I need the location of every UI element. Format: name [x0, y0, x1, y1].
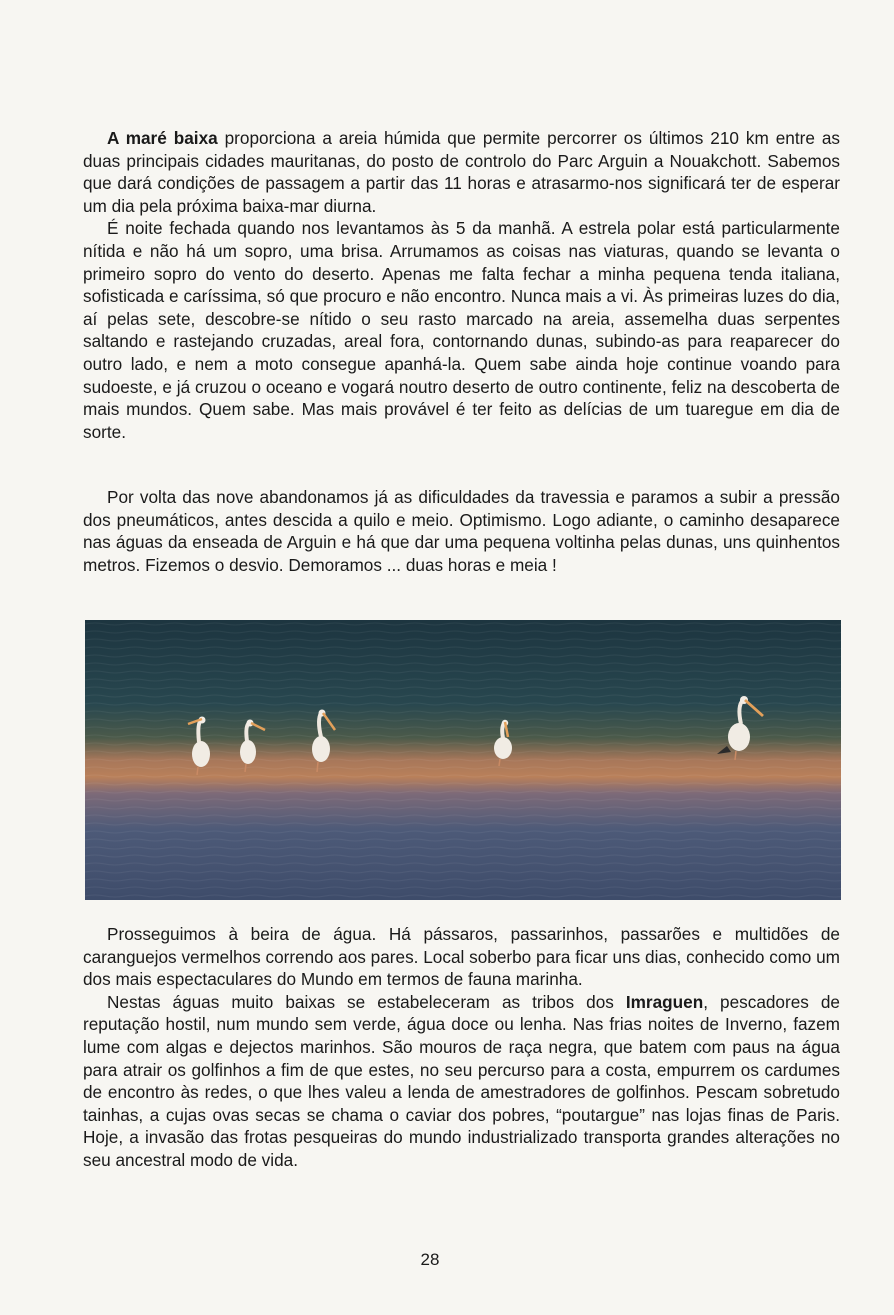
text-section-maré-baixa: [83, 127, 840, 443]
paragraph: É noite fechada quando nos levantamos às 5 da manhã. A estrela polar está particularmente nítida e não há um sopro, uma brisa. Arrumamos as coisas nas viaturas, quando se levanta o primeiro sopro do vento do deserto. Apenas me falta fechar a minha pequena tenda italiana, sofisticada e caríssima, só que procuro e não encontro. Nunca mais a vi. Às primeiras luzes do dia, aí pelas sete, descobre-se nítido o seu rasto marcado na areia, assemelha duas serpentes saltando e rastejando cruzadas, areal fora, contornando dunas, subindo-as para reaparecer do outro lado, e nem a moto consegue apanhá-la. Quem sabe ainda hoje continue voando para sudoeste, e já cruzou o oceano e vogará noutro deserto de outro continente, feliz na descoberta de mais mundos. Quem sabe. Mas mais provável é ter feito as delícias de um tuaregue em dia de sorte.: [83, 218, 840, 442]
paragraph: Por volta das nove abandonamos já as dificuldades da travessia e paramos a subir a pressão dos pneumáticos, antes descida a quilo e meio. Optimismo. Logo adiante, o caminho desaparece nas águas da enseada de Arguin e há que dar uma pequena voltinha pelas dunas, uns quinhentos metros. Fizemos o desvio. Demoramos ... duas horas e meia !: [83, 487, 840, 575]
paragraph-text: proporciona a areia húmida que permite percorrer os últimos 210 km entre as duas principais cidades mauritanas, do posto de controlo do Parc Arguin a Nouakchott. Sabemos que dará condições de passagem a partir das 11 horas e atrasarmo-nos significará ter de esperar um dia pela próxima baixa-mar diurna.: [83, 128, 840, 216]
paragraph: Prosseguimos à beira de água. Há pássaros, passarinhos, passarões e multidões de caranguejos vermelhos correndo aos pares. Local soberbo para ficar uns dias, conhecido como um dos mais espectaculares do Mundo em termos de fauna marinha.: [83, 924, 840, 990]
paragraph-text: , pescadores de reputação hostil, num mundo sem verde, água doce ou lenha. Nas frias noites de Inverno, fazem lume com algas e dejectos marinhos. São mouros de raça negra, que batem com paus na água para atrair os golfinhos a fim de que estes, no seu percurso para a costa, empurrem os cardumes de encontro às redes, o que lhes valeu a lenda de amestradores de golfinhos. Pescam sobretudo tainhas, a cujas ovas secas se chama o caviar dos pobres, “poutargue” nas lojas finas de Paris. Hoje, a invasão das frotas pesqueiras do mundo industrializado transporta grandes alterações no seu ancestral modo de vida.: [83, 991, 840, 1170]
paragraph: [83, 127, 840, 217]
text-section-travessia: [83, 486, 840, 576]
paragraph: [83, 991, 840, 1172]
text-section-imraguen: [83, 923, 840, 1172]
bold-term: Imraguen: [625, 991, 704, 1012]
photo-illustration: [85, 620, 841, 900]
pelicans-photo: [85, 620, 841, 900]
paragraph-text: Nestas águas muito baixas se estabeleceram as tribos dos: [107, 991, 626, 1012]
page-number: 28: [420, 1250, 440, 1269]
bold-lead: A maré baixa: [107, 128, 218, 148]
